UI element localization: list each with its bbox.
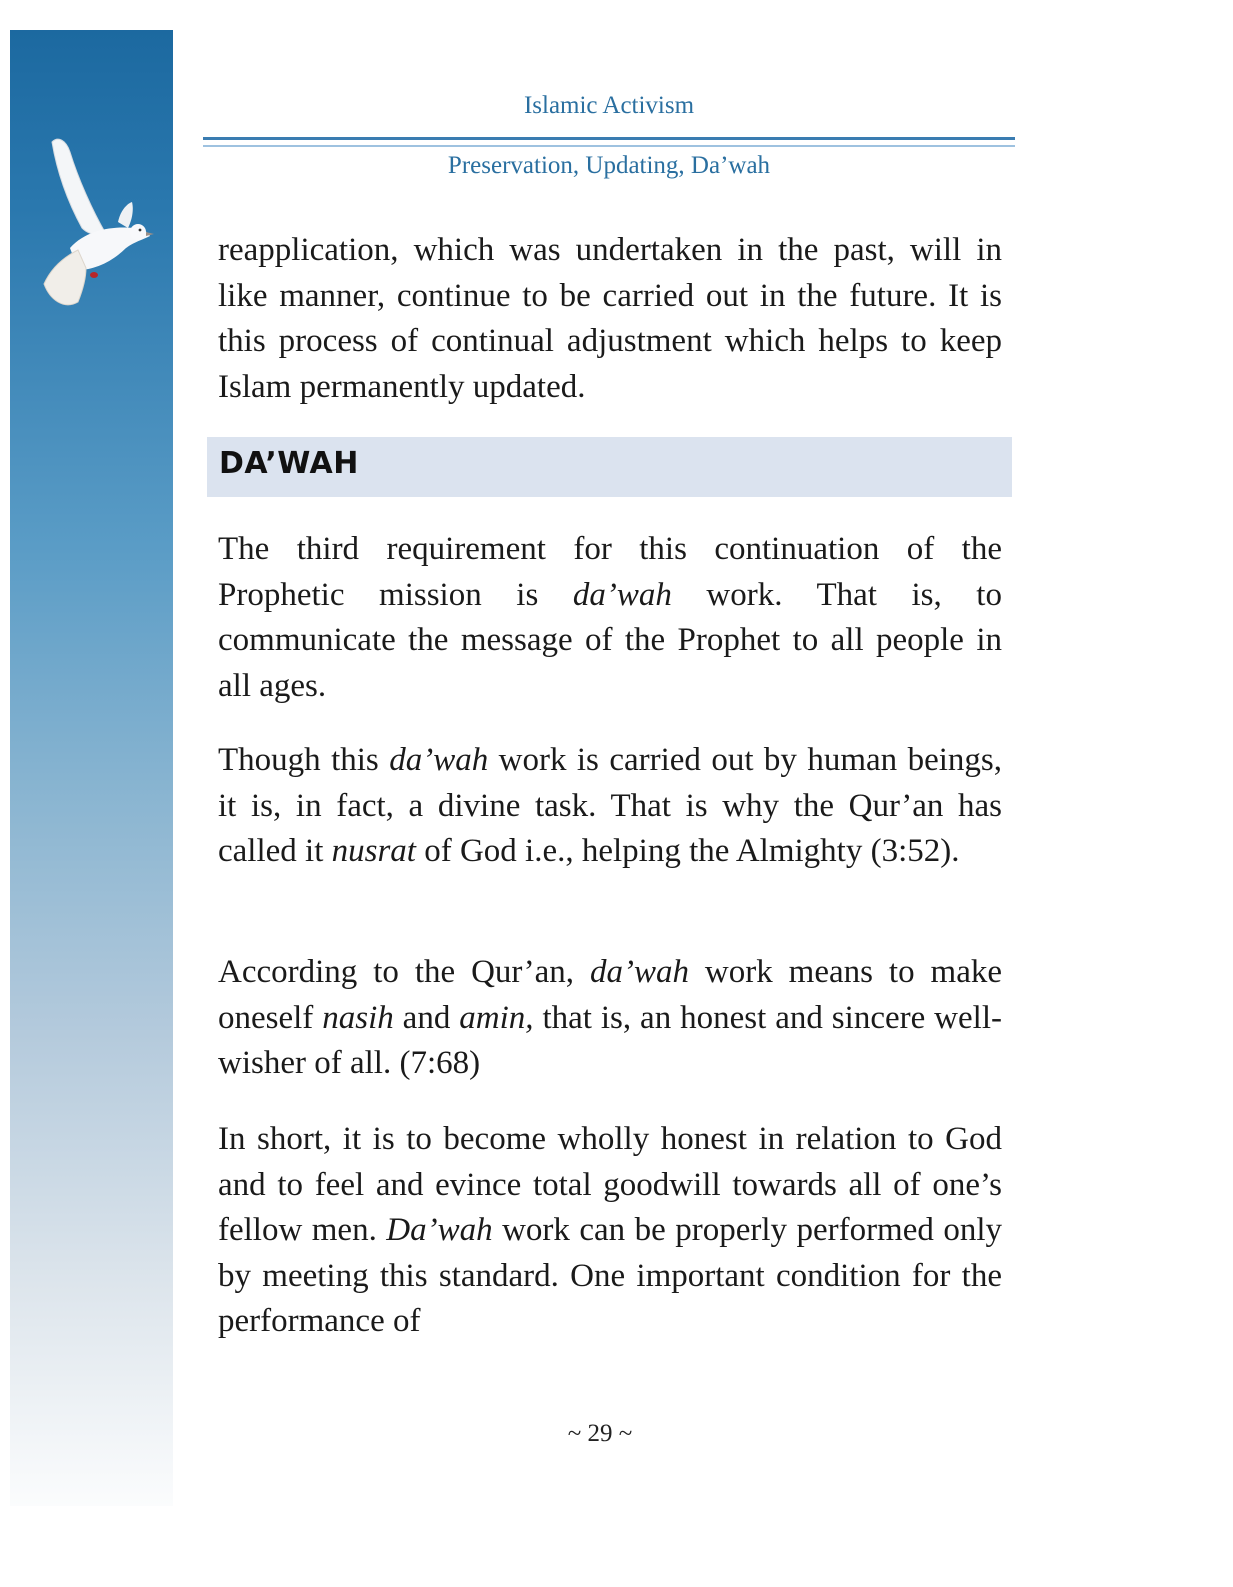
- paragraph-text: [218, 950, 1002, 1087]
- text-segment: work can be properly performed only by meeting this standard. One important condition for the performance of: [218, 1212, 1002, 1340]
- italic-term: Da’wah: [386, 1212, 493, 1249]
- paragraph-text: [218, 527, 1002, 709]
- text-segment: In short, it is to become wholly honest in relation to God and to feel and evince total goodwill towards all of one’s fellow men.: [218, 1121, 1002, 1249]
- dove-icon: [30, 130, 160, 315]
- text-segment: of God i.e., helping the Almighty (3:52).: [415, 833, 960, 870]
- section-heading-box: [207, 437, 1012, 497]
- italic-term: da’wah: [389, 742, 489, 778]
- book-title: Islamic Activism: [523, 92, 695, 119]
- text-segment: The third requirement for this continuation of the Prophetic mission is: [218, 531, 1002, 613]
- text-segment: Though this: [218, 742, 390, 778]
- text-segment: that is, an honest and sincere well-wisher of all. (7:68): [218, 999, 1002, 1082]
- text-segment: work is carried out by human beings, it is, in fact, a divine task. That is why the Qur’an has called it: [218, 742, 1003, 870]
- paragraph-text: [218, 1117, 1002, 1345]
- italic-term: nusrat: [331, 833, 416, 870]
- paragraph: [218, 1117, 1002, 1345]
- text-segment: and: [393, 999, 460, 1036]
- paragraph-text: [218, 228, 1002, 410]
- text-segment: According to the Qur’an,: [218, 954, 590, 990]
- chapter-title: Preservation, Updating, Da’wah: [447, 152, 771, 179]
- paragraph: [218, 738, 1002, 875]
- section-heading: DA’WAH: [219, 446, 359, 481]
- header-rule-dark: [203, 137, 1015, 140]
- italic-term: da’wah: [589, 954, 689, 990]
- decorative-sidebar: [10, 30, 173, 1506]
- header-rule-light: [203, 145, 1015, 147]
- paragraph-continuation: [218, 228, 1002, 410]
- paragraph-text: [218, 738, 1002, 875]
- text-segment: work means to make oneself: [218, 954, 1002, 1036]
- paragraph: [218, 527, 1002, 709]
- text-segment: work. That is, to communicate the message of the Prophet to all people in all ages.: [218, 576, 1002, 704]
- italic-term: nasih: [322, 999, 394, 1036]
- italic-term: amin,: [459, 999, 534, 1036]
- paragraph: [218, 950, 1002, 1087]
- text-segment: reapplication, which was undertaken in the past, will in like manner, continue to be carried out in the future. It is this process of continual adjustment which helps to keep Islam permanently updated.: [218, 232, 1002, 405]
- italic-term: da’wah: [572, 576, 672, 613]
- page-number: ~ 29 ~: [567, 1420, 633, 1447]
